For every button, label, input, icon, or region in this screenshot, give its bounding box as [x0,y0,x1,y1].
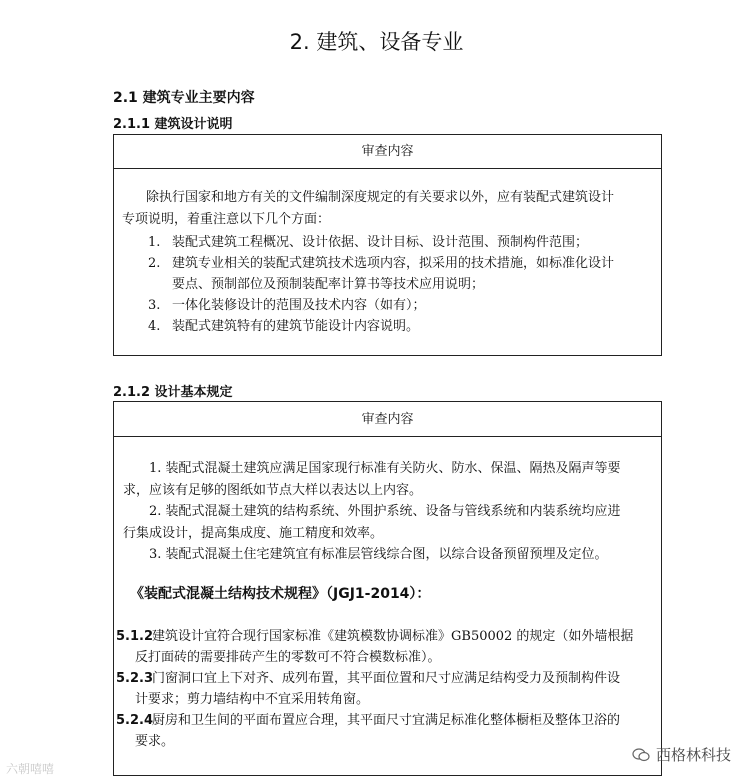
clause-text: 计要求；剪力墙结构中不宜采用转角窗。 [135,692,370,707]
intro-line: 专项说明，着重注意以下几个方面： [122,212,331,227]
paragraph-line: 求，应该有足够的图纸如节点大样以表达以上内容。 [123,483,423,498]
item-number: 4. [148,319,161,334]
requirement-paragraph [123,458,658,502]
clause-number: 5.1.2 [116,629,154,644]
clause-text: 建筑设计宜符合现行国家标准《建筑模数协调标准》GB50002 的规定（如外墙根据 [152,629,634,644]
page-title: 2. 建筑、设备专业 [289,30,464,54]
intro-line: 除执行国家和地方有关的文件编制深度规定的有关要求以外，应有装配式建筑设计 [146,190,615,205]
list-item [148,295,653,316]
paragraph-line: 3. 装配式混凝土住宅建筑宜有标准层管线综合图，以综合设备预留预埋及定位。 [149,547,608,562]
table-header: 审查内容 [114,402,661,437]
paragraph-line: 2. 装配式混凝土建筑的结构系统、外围护系统、设备与管线系统和内装系统均应进 [149,504,621,519]
section-heading: 2.1 建筑专业主要内容 [113,90,255,106]
code-title: 《装配式混凝土结构技术规程》（JGJ1-2014）： [130,586,431,602]
clause-item [116,668,661,710]
clause-item [116,710,661,752]
intro-paragraph [122,187,656,231]
list-item [148,232,653,253]
item-text: 装配式建筑工程概况、设计依据、设计目标、设计范围、预制构件范围； [172,235,589,250]
item-text: 一体化装修设计的范围及技术内容（如有）； [172,298,426,313]
subsection-heading-2-1-2: 2.1.2 设计基本规定 [113,385,233,400]
list-item [148,253,653,295]
clause-text: 门窗洞口宜上下对齐、成列布置，其平面位置和尺寸应满足结构受力及预制构件设 [152,671,621,686]
clause-number: 5.2.3 [116,671,154,686]
subsection-heading-2-1-1: 2.1.1 建筑设计说明 [113,117,233,132]
requirement-paragraph [123,544,658,566]
clause-item [116,626,661,668]
requirement-paragraph [123,501,658,545]
clause-text: 要求。 [135,734,175,749]
item-text: 要点、预制部位及预制装配率计算书等技术应用说明； [172,277,485,292]
review-table-1 [113,134,662,356]
table-header: 审查内容 [114,135,661,169]
watermark-text: 西格林科技 [655,746,731,764]
item-text: 建筑专业相关的装配式建筑技术选项内容，拟采用的技术措施，如标准化设计 [172,256,615,271]
watermark-left: 六朝嘻嘻 [6,762,55,776]
item-number: 1. [148,235,161,250]
wechat-icon [632,748,650,762]
watermark-right [632,744,731,765]
clause-number: 5.2.4 [116,713,154,728]
review-table-2 [113,401,662,776]
clause-text: 反打面砖的需要排砖产生的零数可不符合模数标准）。 [135,650,441,665]
paragraph-line: 行集成设计，提高集成度、施工精度和效率。 [123,526,384,541]
clause-text: 厨房和卫生间的平面布置应合理，其平面尺寸宜满足标准化整体橱柜及整体卫浴的 [152,713,621,728]
paragraph-line: 1. 装配式混凝土建筑应满足国家现行标准有关防火、防水、保温、隔热及隔声等要 [149,461,621,476]
item-text: 装配式建筑特有的建筑节能设计内容说明。 [172,319,420,334]
item-number: 3. [148,298,161,313]
list-item [148,316,653,337]
item-number: 2. [148,256,161,271]
